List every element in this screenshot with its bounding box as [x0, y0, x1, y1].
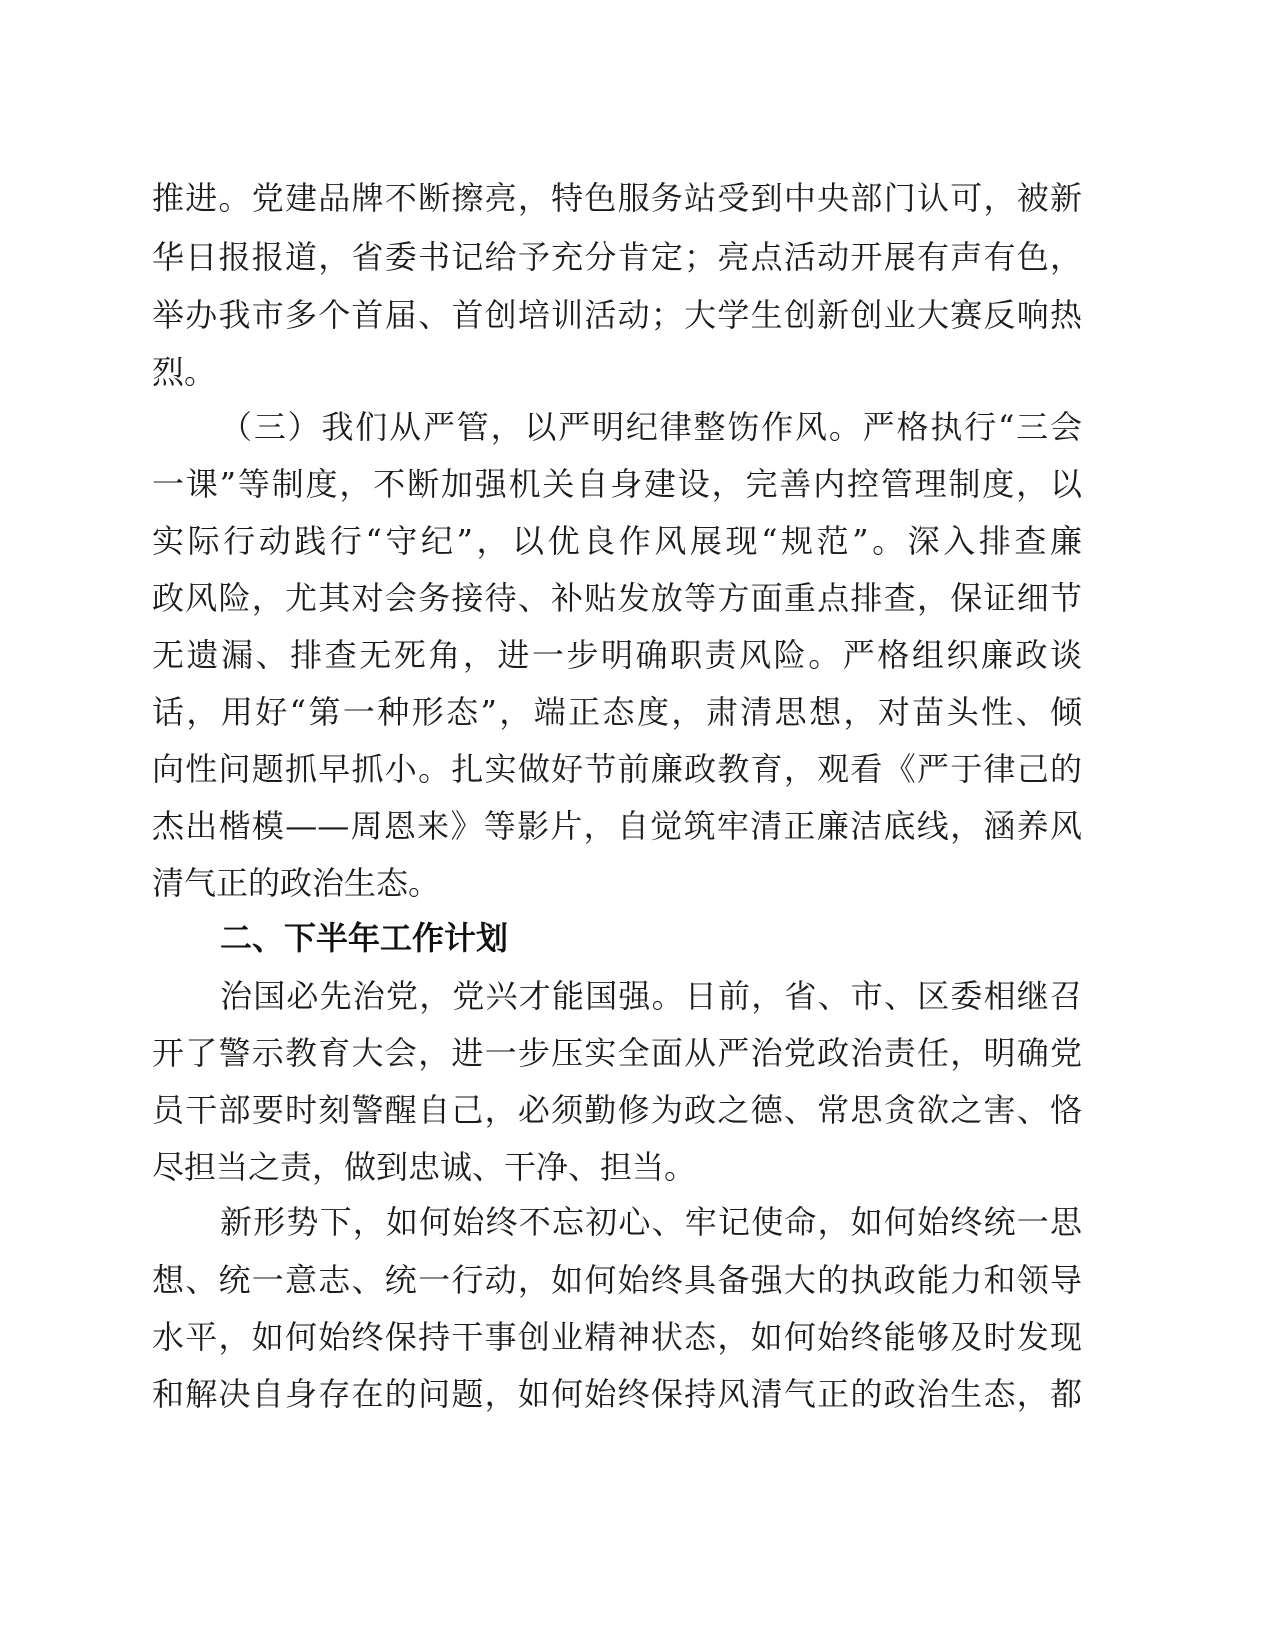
- text-line: （三）我们从严管，以严明纪律整饬作风。严格执行“三会: [220, 408, 1082, 446]
- text-line: 话，用好“第一种形态”，端正态度，肃清思想，对苗头性、倾: [152, 693, 1082, 731]
- text-line: 政风险，尤其对会务接待、补贴发放等方面重点排查，保证细节: [152, 579, 1082, 617]
- text-line: 和解决自身存在的问题，如何始终保持风清气正的政治生态，都: [152, 1375, 1082, 1413]
- text-line: 员干部要时刻警醒自己，必须勤修为政之德、常思贪欲之害、恪: [152, 1091, 1082, 1129]
- text-line: 清气正的政治生态。: [152, 864, 441, 902]
- text-line: 开了警示教育大会，进一步压实全面从严治党政治责任，明确党: [152, 1034, 1082, 1072]
- text-line: 治国必先治党，党兴才能国强。日前，省、市、区委相继召: [220, 977, 1082, 1015]
- text-line: 烈。: [152, 353, 217, 391]
- text-line: 水平，如何始终保持干事创业精神状态，如何始终能够及时发现: [152, 1318, 1082, 1356]
- text-line: 杰出楷模——周恩来》等影片，自觉筑牢清正廉洁底线，涵养风: [152, 807, 1082, 845]
- section-heading: 二、下半年工作计划: [220, 919, 509, 957]
- text-line: 实际行动践行“守纪”，以优良作风展现“规范”。深入排查廉: [152, 522, 1082, 560]
- text-line: 无遗漏、排查无死角，进一步明确职责风险。严格组织廉政谈: [152, 636, 1082, 674]
- text-line: 向性问题抓早抓小。扎实做好节前廉政教育，观看《严于律己的: [152, 750, 1082, 788]
- text-line: 华日报报道，省委书记给予充分肯定；亮点活动开展有声有色，: [152, 238, 1082, 276]
- text-line: 推进。党建品牌不断擦亮，特色服务站受到中央部门认可，被新: [152, 179, 1082, 217]
- text-line: 一课”等制度，不断加强机关自身建设，完善内控管理制度，以: [152, 465, 1082, 503]
- text-line: 举办我市多个首届、首创培训活动；大学生创新创业大赛反响热: [152, 296, 1082, 334]
- text-line: 想、统一意志、统一行动，如何始终具备强大的执政能力和领导: [152, 1261, 1082, 1299]
- text-line: 尽担当之责，做到忠诚、干净、担当。: [152, 1148, 697, 1186]
- text-line: 新形势下，如何始终不忘初心、牢记使命，如何始终统一思: [220, 1203, 1082, 1241]
